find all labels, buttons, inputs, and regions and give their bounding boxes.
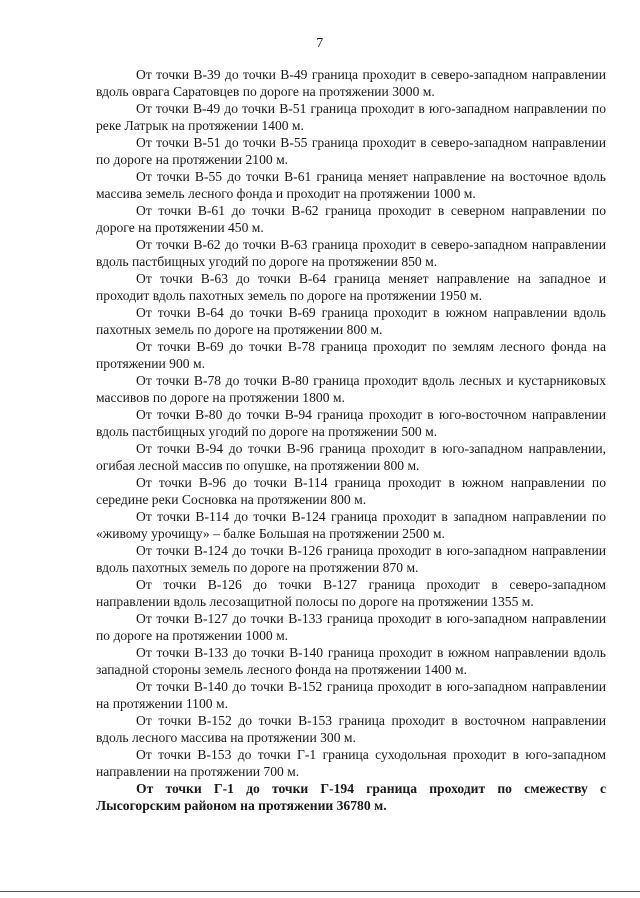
paragraph: От точки В-78 до точки В-80 граница проходит вдоль лесных и кустарниковых массивов по дороге на протяжении 1800 м.	[96, 373, 606, 405]
paragraph: От точки В-69 до точки В-78 граница проходит по землям лесного фонда на протяжении 900 м.	[96, 339, 606, 371]
paragraph: От точки В-80 до точки В-94 граница проходит в юго-восточном направлении вдоль пастбищных угодий по дороге на протяжении 500 м.	[96, 407, 606, 439]
paragraph: От точки В-94 до точки В-96 граница проходит в юго-западном направлении, огибая лесной массив по опушке, на протяжении 800 м.	[96, 441, 606, 473]
paragraph: От точки В-126 до точки В-127 граница проходит в северо-западном направлении вдоль лесозащитной полосы по дороге на протяжении 1355 м.	[96, 577, 606, 609]
paragraph: От точки В-51 до точки В-55 граница проходит в северо-западном направлении по дороге на протяжении 2100 м.	[96, 135, 606, 167]
paragraph: От точки В-153 до точки Г-1 граница суходольная проходит в юго-западном направлении на протяжении 700 м.	[96, 747, 606, 779]
paragraph: От точки В-124 до точки В-126 граница проходит в юго-западном направлении вдоль пахотных земель по дороге на протяжении 870 м.	[96, 543, 606, 575]
paragraph: От точки В-61 до точки В-62 граница проходит в северном направлении по дороге на протяжении 450 м.	[96, 203, 606, 235]
paragraph: От точки В-49 до точки В-51 граница проходит в юго-западном направлении по реке Латрык на протяжении 1400 м.	[96, 101, 606, 133]
paragraph: От точки В-63 до точки В-64 граница меняет направление на западное и проходит вдоль пахотных земель по дороге на протяжении 1950 м.	[96, 271, 606, 303]
page-number: 7	[316, 36, 324, 51]
paragraph: От точки В-152 до точки В-153 граница проходит в восточном направлении вдоль лесного массива на протяжении 300 м.	[96, 713, 606, 745]
paragraph: От точки В-140 до точки В-152 граница проходит в юго-западном направлении на протяжении 1100 м.	[96, 679, 606, 711]
final-paragraph: От точки Г-1 до точки Г-194 граница проходит по смежеству с Лысогорским районом на протяжении 36780 м.	[96, 781, 606, 813]
paragraph: От точки В-133 до точки В-140 граница проходит в южном направлении вдоль западной стороны земель лесного фонда на протяжении 1400 м.	[96, 645, 606, 677]
paragraph: От точки В-64 до точки В-69 граница проходит в южном направлении вдоль пахотных земель по дороге на протяжении 800 м.	[96, 305, 606, 337]
paragraph: От точки В-96 до точки В-114 граница проходит в южном направлении по середине реки Сосновка на протяжении 800 м.	[96, 475, 606, 507]
paragraph: От точки В-62 до точки В-63 граница проходит в северо-западном направлении вдоль пастбищных угодий по дороге на протяжении 850 м.	[96, 237, 606, 269]
document-body	[96, 66, 606, 814]
paragraph: От точки В-55 до точки В-61 граница меняет направление на восточное вдоль массива земель лесного фонда и проходит на протяжении 1000 м.	[96, 169, 606, 201]
paragraph: От точки В-114 до точки В-124 граница проходит в западном направлении по «живому урочищу» – балке Большая на протяжении 2500 м.	[96, 509, 606, 541]
paragraph: От точки В-39 до точки В-49 граница проходит в северо-западном направлении вдоль оврага Саратовцев по дороге на протяжении 3000 м.	[96, 67, 606, 99]
bottom-divider	[0, 891, 640, 892]
paragraph: От точки В-127 до точки В-133 граница проходит в юго-западном направлении по дороге на протяжении 1000 м.	[96, 611, 606, 643]
